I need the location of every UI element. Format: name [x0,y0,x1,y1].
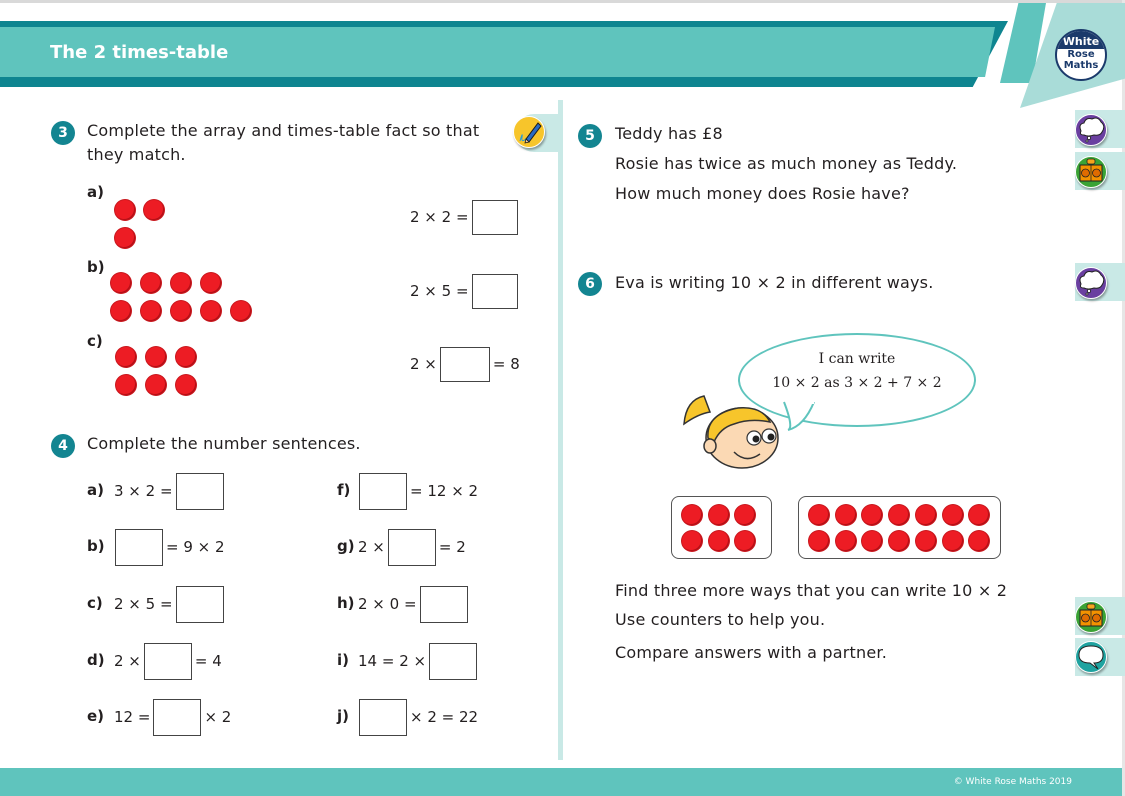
logo-line-3: Maths [1063,60,1099,71]
red-counter [809,531,829,551]
q4-label: c) [87,594,103,612]
white-rose-maths-logo [1055,29,1107,81]
red-counter [836,531,856,551]
speech-line-1: I can write [818,351,896,367]
q4-equation [356,643,480,680]
question-5-badge: 5 [578,124,602,148]
red-counter [916,505,936,525]
q4-label: b) [87,537,105,555]
footer [0,768,1122,796]
q3-c-left: 2 × [410,355,437,373]
speech-line-2: 10 × 2 as 3 × 2 + 7 × 2 [772,375,942,391]
question-5-line-1: Teddy has £8 [615,124,723,143]
question-6-line-2: Use counters to help you. [615,610,826,629]
q3-label-b: b) [87,258,105,276]
q4-after-text: = 2 [438,538,466,556]
red-counter [146,375,166,395]
copyright-text: © White Rose Maths 2019 [953,777,1072,787]
q4-label: a) [87,481,104,499]
thought-bubble-icon [1075,114,1107,146]
question-3-text: Complete the array and times-table fact so that they match. [87,121,480,164]
q4-before-text: 3 × 2 = [114,482,173,500]
q3-label-c: c) [87,332,103,350]
answer-box[interactable] [359,473,407,510]
cube-icon [1075,156,1107,188]
red-counter [111,301,131,321]
red-counter [144,200,164,220]
q4-equation [112,473,227,510]
q4-before-text: 2 × 5 = [114,595,173,613]
q3-c-right: = 8 [492,355,520,373]
q4-label: f) [337,481,351,499]
red-counter [176,347,196,367]
q4-label: i) [337,651,349,669]
red-counter [176,375,196,395]
q4-equation [356,473,478,510]
q3-equation-a [410,200,521,235]
q3-b-left: 2 × 5 = [410,282,469,300]
logo-line-1: White [1057,31,1105,49]
q4-equation [356,529,466,566]
answer-box[interactable] [429,643,477,680]
red-counter [116,375,136,395]
red-counter [201,301,221,321]
q4-after-text: × 2 = 22 [410,708,479,726]
q4-equation [112,699,231,736]
question-5-line-3: How much money does Rosie have? [615,184,910,203]
q4-equation [356,586,471,623]
q4-before-text: 2 × [358,538,385,556]
q4-equation [112,643,222,680]
red-counter [709,505,729,525]
q4-before-text: 12 = [114,708,151,726]
q4-equation [356,699,478,736]
red-counter [115,200,135,220]
q4-before-text: 14 = 2 × [358,652,427,670]
q4-after-text: = 12 × 2 [410,482,479,500]
q3-label-a: a) [87,183,104,201]
red-counter [171,301,191,321]
answer-box[interactable] [388,529,436,566]
red-counter [809,505,829,525]
red-counter [682,531,702,551]
question-6-line-1: Find three more ways that you can write 10 × 2 [615,581,1008,600]
question-3-badge: 3 [51,121,75,145]
red-counter [146,347,166,367]
logo-line-2: Rose [1067,49,1095,60]
page-title: The 2 times-table [50,42,229,63]
red-counter [836,505,856,525]
red-counter [111,273,131,293]
q4-label: j) [337,707,349,725]
red-counter [943,531,963,551]
question-6-text: Eva is writing 10 × 2 in different ways. [615,273,934,292]
red-counter [709,531,729,551]
answer-box[interactable] [420,586,468,623]
speech-bubble-icon [1075,641,1107,673]
red-counter [889,505,909,525]
answer-box[interactable] [440,347,490,382]
q4-after-text: = 4 [194,652,222,670]
q4-equation [112,586,227,623]
eva-character [680,384,790,476]
red-counter [141,273,161,293]
question-6-line-3: Compare answers with a partner. [615,643,887,662]
answer-box[interactable] [176,473,224,510]
red-counter [116,347,136,367]
red-counter [916,531,936,551]
q3-equation-c [410,347,520,382]
q4-label: d) [87,651,105,669]
q4-before-text: 2 × [114,652,141,670]
pencil-icon [513,116,545,148]
q3-equation-b [410,274,521,309]
q4-after-text: = 9 × 2 [166,538,225,556]
q4-after-text: × 2 [204,708,232,726]
red-counter [141,301,161,321]
q4-label: g) [337,537,355,555]
answer-box[interactable] [153,699,201,736]
answer-box[interactable] [472,274,518,309]
cube-icon [1075,601,1107,633]
answer-box[interactable] [144,643,192,680]
question-4-text: Complete the number sentences. [87,434,361,453]
red-counter [889,531,909,551]
q3-a-left: 2 × 2 = [410,208,469,226]
answer-box[interactable] [359,699,407,736]
red-counter [201,273,221,293]
column-divider [558,100,563,760]
red-counter [231,301,251,321]
top-edge [0,0,1125,3]
thought-bubble-icon [1075,267,1107,299]
answer-box[interactable] [472,200,518,235]
red-counter [171,273,191,293]
q4-label: e) [87,707,105,725]
question-5-line-2: Rosie has twice as much money as Teddy. [615,154,958,173]
q4-equation [112,529,225,566]
question-4-badge: 4 [51,434,75,458]
red-counter [682,505,702,525]
question-6-badge: 6 [578,272,602,296]
red-counter [115,228,135,248]
answer-box[interactable] [176,586,224,623]
answer-box[interactable] [115,529,163,566]
q4-label: h) [337,594,355,612]
q4-before-text: 2 × 0 = [358,595,417,613]
red-counter [943,505,963,525]
